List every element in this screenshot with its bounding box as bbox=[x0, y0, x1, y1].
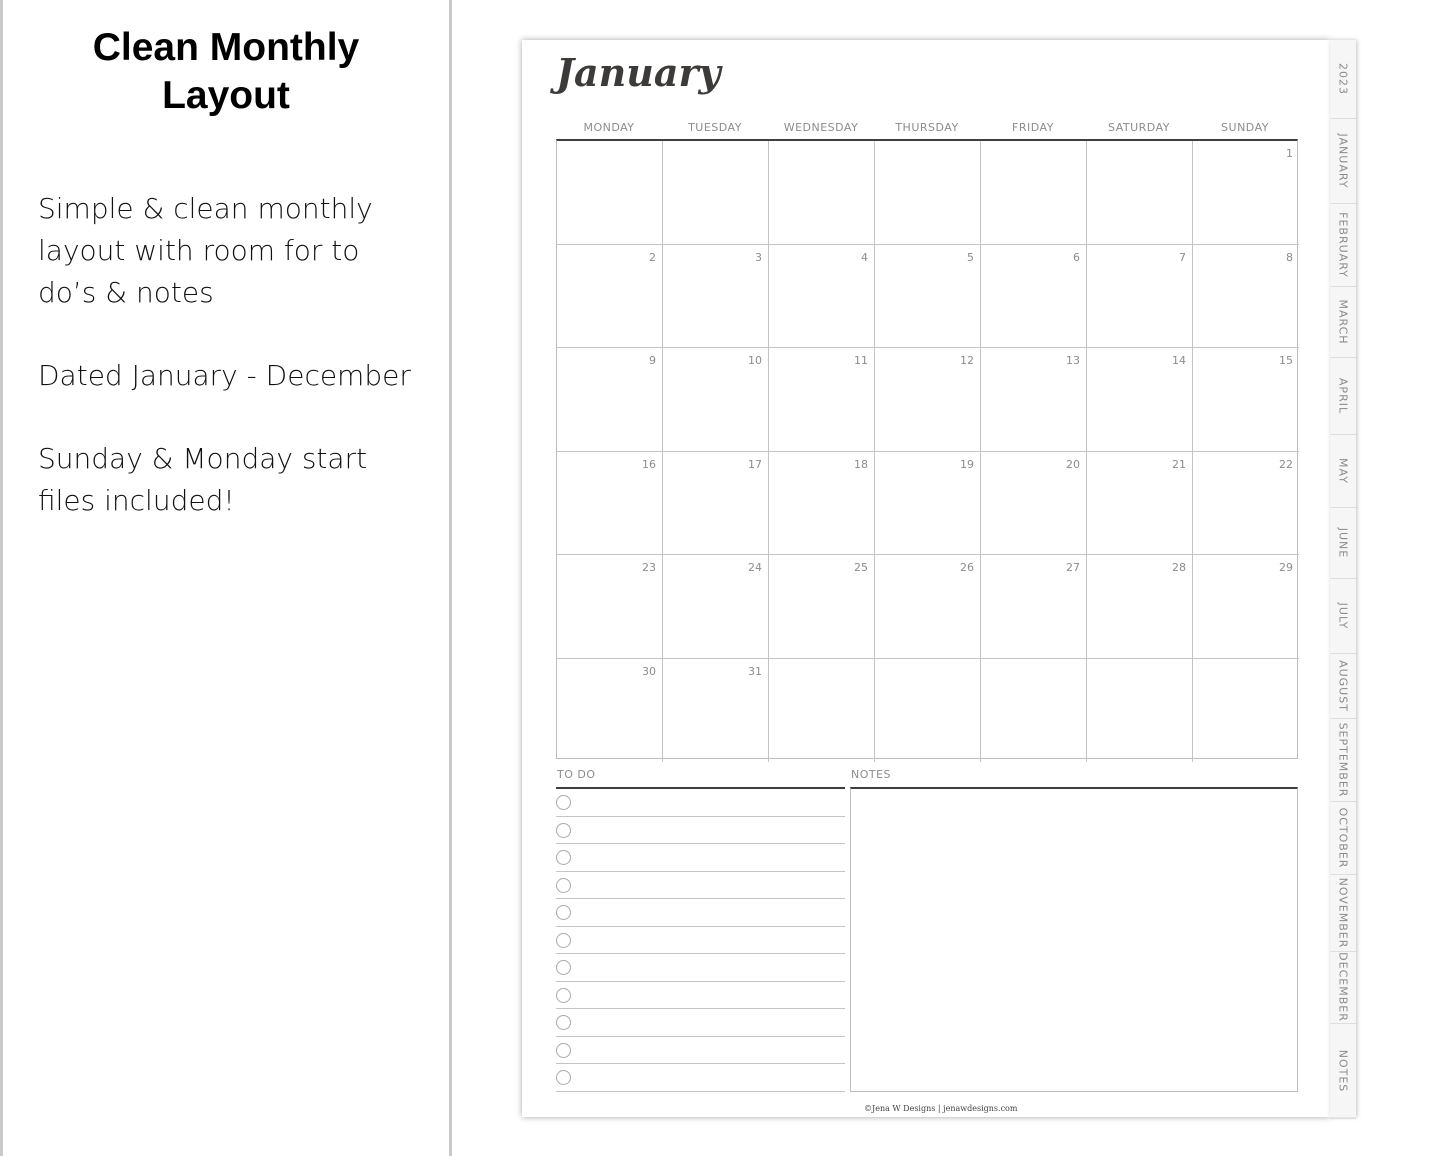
calendar-day-cell[interactable] bbox=[1193, 555, 1299, 659]
calendar-day-cell[interactable] bbox=[1087, 348, 1193, 452]
panel-divider bbox=[449, 0, 452, 1156]
day-number: 6 bbox=[1073, 250, 1080, 264]
day-number: 12 bbox=[960, 354, 974, 367]
day-number: 29 bbox=[1279, 561, 1293, 574]
promo-text-line: Dated January - December bbox=[38, 359, 411, 392]
calendar-day-cell[interactable] bbox=[1087, 141, 1193, 245]
checkbox-circle-icon[interactable] bbox=[556, 1070, 571, 1085]
todo-row[interactable] bbox=[556, 789, 845, 817]
calendar-day-cell[interactable] bbox=[981, 659, 1087, 763]
month-tab-label: OCTOBER bbox=[1336, 807, 1350, 868]
calendar-day-cell[interactable] bbox=[875, 555, 981, 659]
calendar-day-cell[interactable] bbox=[981, 555, 1087, 659]
todo-row[interactable] bbox=[556, 872, 845, 900]
day-number: 14 bbox=[1172, 354, 1186, 367]
day-number: 22 bbox=[1279, 457, 1293, 471]
left-border bbox=[0, 0, 3, 1156]
calendar-day-cell[interactable] bbox=[557, 659, 663, 763]
checkbox-circle-icon[interactable] bbox=[556, 988, 571, 1003]
month-tab-label: JULY bbox=[1336, 602, 1350, 629]
calendar-day-cell[interactable] bbox=[663, 452, 769, 556]
month-tab[interactable] bbox=[1330, 578, 1356, 654]
calendar-day-cell[interactable] bbox=[1193, 659, 1299, 763]
calendar-day-cell[interactable] bbox=[557, 141, 663, 245]
weekday-header: SUNDAY bbox=[1221, 121, 1269, 134]
month-tab-label: MAY bbox=[1336, 457, 1350, 484]
weekday-header: TUESDAY bbox=[688, 121, 742, 134]
calendar-day-cell[interactable] bbox=[769, 659, 875, 763]
calendar-day-cell[interactable] bbox=[875, 452, 981, 556]
checkbox-circle-icon[interactable] bbox=[556, 1043, 571, 1058]
calendar-day-cell[interactable] bbox=[1087, 555, 1193, 659]
calendar-day-cell[interactable] bbox=[981, 245, 1087, 349]
todo-row[interactable] bbox=[556, 1037, 845, 1065]
weekday-header: MONDAY bbox=[583, 121, 635, 134]
month-tab-label: NOTES bbox=[1336, 1049, 1350, 1092]
day-number: 19 bbox=[960, 457, 974, 471]
copyright-footer: ©Jena W Designs | jenawdesigns.com bbox=[864, 1104, 1018, 1113]
day-number: 21 bbox=[1172, 457, 1186, 471]
month-tab[interactable] bbox=[1330, 507, 1356, 579]
day-number: 9 bbox=[649, 354, 656, 367]
day-number: 20 bbox=[1066, 457, 1080, 471]
checkbox-circle-icon[interactable] bbox=[556, 1015, 571, 1030]
day-number: 16 bbox=[642, 457, 656, 471]
todo-row[interactable] bbox=[556, 817, 845, 845]
promo-start-files-text bbox=[38, 438, 438, 522]
month-tab-label: 2023 bbox=[1336, 63, 1350, 95]
day-number: 31 bbox=[748, 664, 762, 678]
calendar-day-cell[interactable] bbox=[875, 348, 981, 452]
promo-text-line: layout with room for to bbox=[38, 234, 360, 267]
checkbox-circle-icon[interactable] bbox=[556, 960, 571, 975]
month-tabs bbox=[1330, 40, 1356, 1117]
calendar-day-cell[interactable] bbox=[1193, 452, 1299, 556]
month-tab-label: MARCH bbox=[1336, 298, 1350, 345]
calendar-day-cell[interactable] bbox=[769, 452, 875, 556]
day-number: 1 bbox=[1286, 147, 1293, 160]
weekday-header: THURSDAY bbox=[895, 121, 959, 134]
checkbox-circle-icon[interactable] bbox=[556, 795, 571, 810]
todo-label: TO DO bbox=[557, 768, 596, 781]
month-tab-label: JUNE bbox=[1336, 527, 1350, 558]
month-tab[interactable] bbox=[1330, 801, 1356, 875]
day-number: 23 bbox=[642, 561, 656, 574]
weekday-header: FRIDAY bbox=[1012, 121, 1054, 134]
month-tab[interactable] bbox=[1330, 118, 1356, 204]
calendar-day-cell[interactable] bbox=[663, 141, 769, 245]
promo-title-line-1: Clean Monthly bbox=[92, 26, 360, 69]
month-tab-label: NOVEMBER bbox=[1336, 877, 1350, 948]
day-number: 13 bbox=[1066, 354, 1080, 367]
month-tab[interactable] bbox=[1330, 40, 1356, 119]
notes-area[interactable] bbox=[850, 787, 1298, 1092]
month-tab[interactable] bbox=[1330, 434, 1356, 508]
calendar-day-cell[interactable] bbox=[1087, 245, 1193, 349]
todo-row[interactable] bbox=[556, 1009, 845, 1037]
day-number: 10 bbox=[748, 354, 762, 367]
day-number: 4 bbox=[861, 250, 868, 264]
calendar-grid bbox=[556, 139, 1298, 759]
promo-dated-text bbox=[38, 355, 438, 397]
month-tab[interactable] bbox=[1330, 951, 1356, 1024]
calendar-day-cell[interactable] bbox=[875, 659, 981, 763]
month-tab-label: DECEMBER bbox=[1336, 952, 1350, 1022]
day-number: 28 bbox=[1172, 561, 1186, 574]
calendar-day-cell[interactable] bbox=[875, 245, 981, 349]
todo-row[interactable] bbox=[556, 899, 845, 927]
calendar-day-cell[interactable] bbox=[769, 141, 875, 245]
checkbox-circle-icon[interactable] bbox=[556, 933, 571, 948]
day-number: 5 bbox=[967, 250, 974, 264]
promo-text-line: Simple & clean monthly bbox=[38, 192, 373, 225]
checkbox-circle-icon[interactable] bbox=[556, 878, 571, 893]
weekday-header: WEDNESDAY bbox=[783, 121, 859, 134]
calendar-day-cell[interactable] bbox=[663, 348, 769, 452]
month-tab-label: FEBRUARY bbox=[1336, 211, 1350, 278]
todo-row[interactable] bbox=[556, 954, 845, 982]
promo-text-line: Sunday & Monday start bbox=[38, 442, 368, 475]
calendar-day-cell[interactable] bbox=[663, 245, 769, 349]
promo-text-line: files included! bbox=[38, 484, 235, 517]
day-number: 17 bbox=[748, 457, 762, 471]
day-number: 18 bbox=[854, 457, 868, 471]
calendar-day-cell[interactable] bbox=[1193, 245, 1299, 349]
todo-row[interactable] bbox=[556, 844, 845, 872]
promo-title bbox=[30, 24, 422, 120]
calendar-day-cell[interactable] bbox=[769, 555, 875, 659]
checkbox-circle-icon[interactable] bbox=[556, 850, 571, 865]
calendar-day-cell[interactable] bbox=[981, 141, 1087, 245]
checkbox-circle-icon[interactable] bbox=[556, 823, 571, 838]
day-number: 27 bbox=[1066, 561, 1080, 574]
calendar-day-cell[interactable] bbox=[1193, 348, 1299, 452]
day-number: 8 bbox=[1286, 250, 1293, 264]
calendar-day-cell[interactable] bbox=[1087, 452, 1193, 556]
calendar-day-cell[interactable] bbox=[981, 348, 1087, 452]
weekday-header: SATURDAY bbox=[1108, 121, 1170, 134]
calendar-day-cell[interactable] bbox=[557, 348, 663, 452]
promo-text-line: do’s & notes bbox=[38, 276, 214, 309]
checkbox-circle-icon[interactable] bbox=[556, 905, 571, 920]
calendar-day-cell[interactable] bbox=[981, 452, 1087, 556]
todo-row[interactable] bbox=[556, 982, 845, 1010]
month-tab[interactable] bbox=[1330, 874, 1356, 952]
day-number: 7 bbox=[1179, 250, 1186, 264]
month-tab[interactable] bbox=[1330, 1023, 1356, 1119]
calendar-day-cell[interactable] bbox=[1193, 141, 1299, 245]
calendar-day-cell[interactable] bbox=[875, 141, 981, 245]
month-tab-label: APRIL bbox=[1336, 377, 1350, 414]
day-number: 30 bbox=[642, 664, 656, 678]
month-tab[interactable] bbox=[1330, 203, 1356, 287]
month-tab-label: AUGUST bbox=[1336, 659, 1350, 712]
month-tab[interactable] bbox=[1330, 653, 1356, 719]
month-title: January bbox=[556, 50, 721, 95]
month-tab[interactable] bbox=[1330, 286, 1356, 358]
day-number: 24 bbox=[748, 561, 762, 574]
month-tab-label: SEPTEMBER bbox=[1336, 722, 1350, 797]
month-tab[interactable] bbox=[1330, 718, 1356, 802]
calendar-day-cell[interactable] bbox=[769, 245, 875, 349]
day-number: 15 bbox=[1279, 354, 1293, 367]
calendar-day-cell[interactable] bbox=[769, 348, 875, 452]
day-number: 2 bbox=[649, 250, 656, 264]
month-tab-label: JANUARY bbox=[1336, 132, 1350, 189]
notes-label: NOTES bbox=[851, 768, 892, 781]
todo-row[interactable] bbox=[556, 927, 845, 955]
calendar-day-cell[interactable] bbox=[557, 555, 663, 659]
month-tab[interactable] bbox=[1330, 357, 1356, 435]
calendar-day-cell[interactable] bbox=[1087, 659, 1193, 763]
promo-title-line-2: Layout bbox=[162, 74, 290, 117]
day-number: 11 bbox=[854, 354, 868, 367]
calendar-day-cell[interactable] bbox=[557, 245, 663, 349]
day-number: 3 bbox=[755, 250, 762, 264]
calendar-day-cell[interactable] bbox=[663, 659, 769, 763]
day-number: 25 bbox=[854, 561, 868, 574]
promo-description bbox=[38, 188, 438, 314]
calendar-day-cell[interactable] bbox=[663, 555, 769, 659]
todo-row[interactable] bbox=[556, 1064, 845, 1092]
calendar-day-cell[interactable] bbox=[557, 452, 663, 556]
day-number: 26 bbox=[960, 561, 974, 574]
